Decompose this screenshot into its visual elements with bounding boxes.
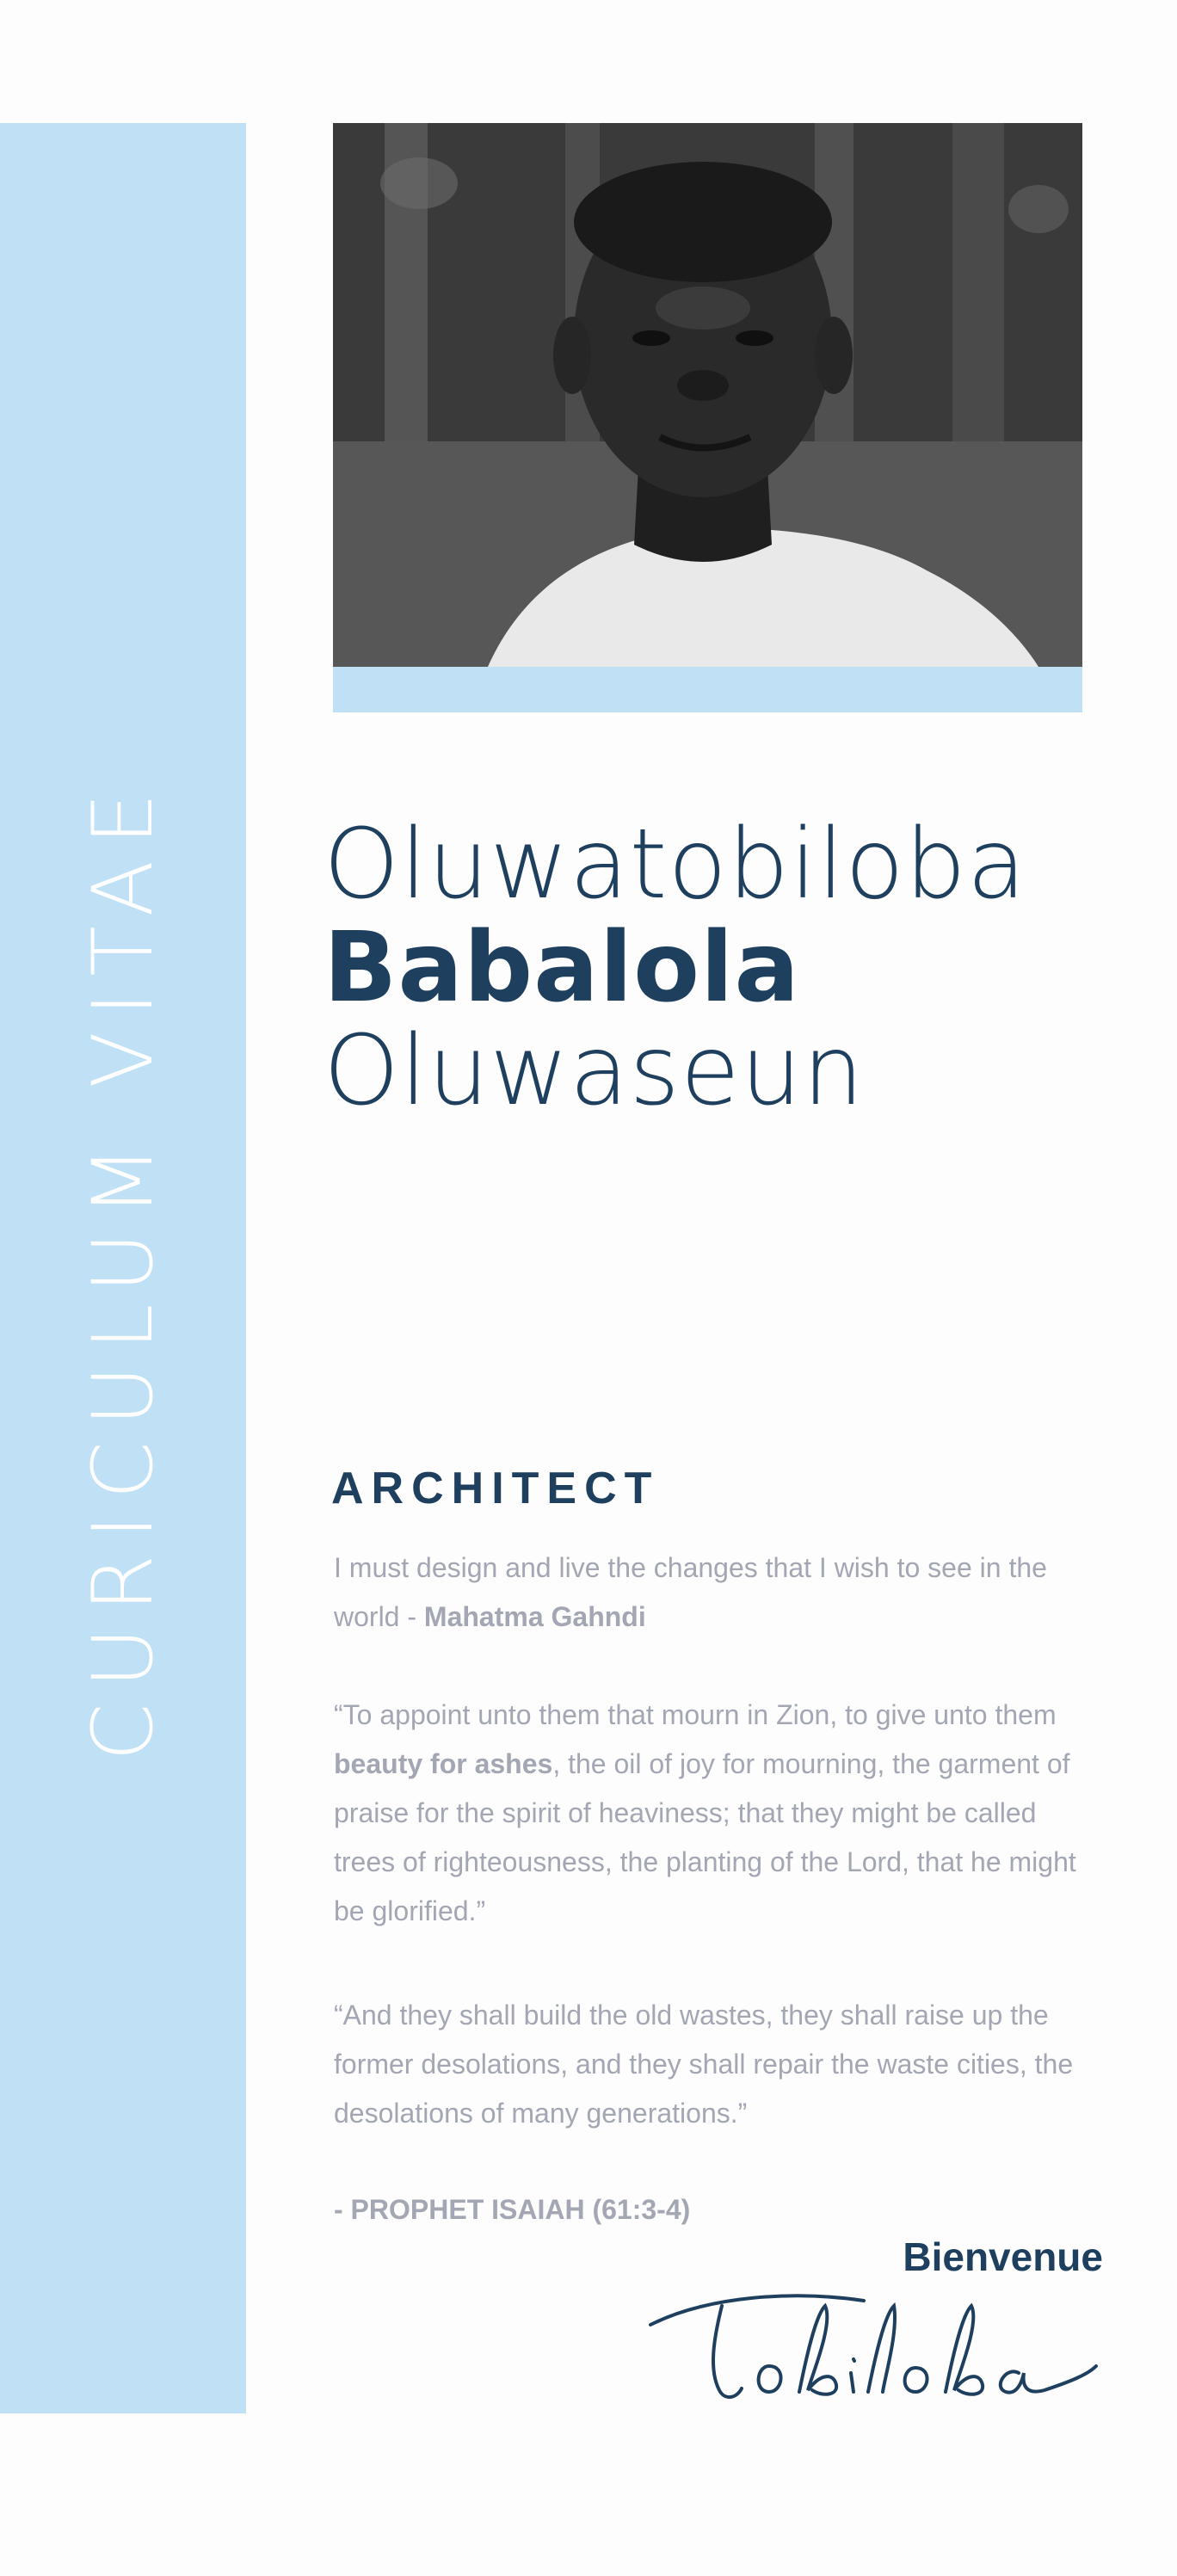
- profile-photo: [333, 123, 1082, 667]
- greeting: Bienvenue: [903, 2234, 1103, 2279]
- quote-gandhi-author: Mahatma Gahndi: [423, 1601, 646, 1632]
- quote-isaiah-1: [334, 1691, 1082, 1936]
- middle-name: Oluwaseun: [324, 1015, 865, 1127]
- photo-accent-bar: [333, 667, 1082, 712]
- signature-tobiloba: [640, 2280, 1105, 2409]
- quote-gandhi: [334, 1544, 1082, 1642]
- side-title: CURICULUM VITAE: [75, 777, 171, 1761]
- full-name: [324, 809, 1027, 1127]
- quote-isaiah-1-bold: beauty for ashes: [334, 1748, 553, 1779]
- quote-attribution: - PROPHET ISAIAH (61:3-4): [334, 2194, 691, 2225]
- quote-isaiah-2: “And they shall build the old wastes, they shall raise up the former desolations, and they shall repair the waste cities, the desolations of many generations.”: [334, 2000, 1074, 2129]
- role-title: ARCHITECT: [331, 1464, 660, 1513]
- first-name: Oluwatobiloba: [324, 809, 1027, 921]
- quote-gandhi-text: I must design and live the changes that I wish to see in the world -: [334, 1552, 1047, 1632]
- quote-isaiah-1-before: “To appoint unto them that mourn in Zion, to give unto them: [334, 1699, 1057, 1730]
- quote-isaiah-1-after: , the oil of joy for mourning, the garment of praise for the spirit of heaviness; that they might be called trees of righteousness, the planting of the Lord, that he might be glorified.”: [334, 1748, 1076, 1926]
- surname: Babalola: [324, 912, 800, 1024]
- portrait-illustration: [333, 123, 1082, 667]
